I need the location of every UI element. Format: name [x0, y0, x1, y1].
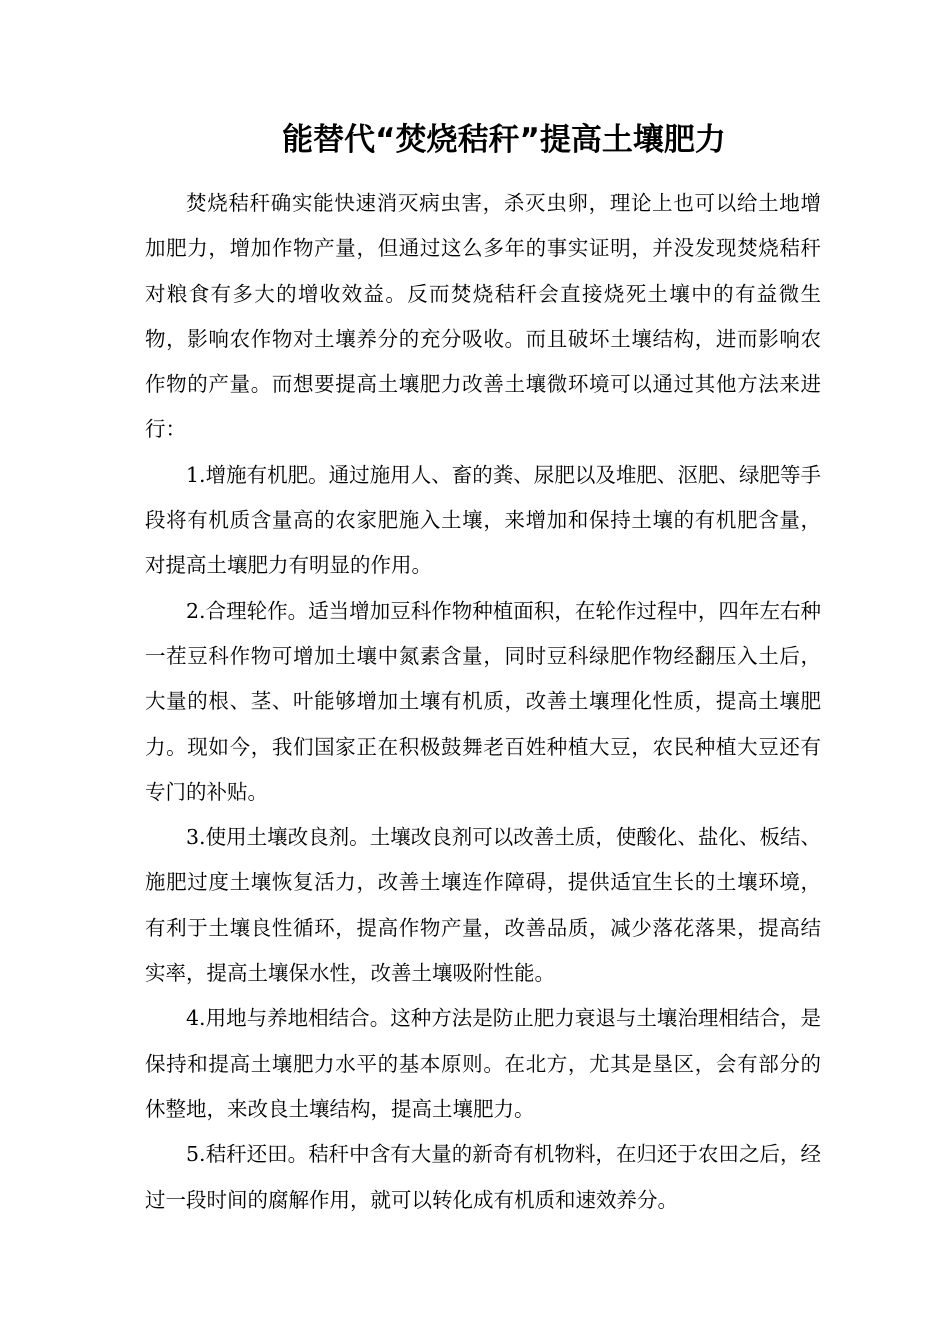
- document-title: 能替代“焚烧秸秆”提高土壤肥力: [282, 122, 726, 158]
- document-body: [145, 181, 821, 1223]
- paragraph-item-3: 3.使用土壤改良剂。土壤改良剂可以改善土质，使酸化、盐化、板结、施肥过度土壤恢复活力，改善土壤连作障碍，提供适宜生长的土壤环境，有利于土壤良性循环，提高作物产量，改善品质，减少落花落果，提高结实率，提高土壤保水性，改善土壤吸附性能。: [145, 825, 821, 986]
- paragraph-intro: 焚烧秸秆确实能快速消灭病虫害，杀灭虫卵，理论上也可以给土地增加肥力，增加作物产量，但通过这么多年的事实证明，并没发现焚烧秸秆对粮食有多大的增收效益。反而焚烧秸秆会直接烧死土壤中的有益微生物，影响农作物对土壤养分的充分吸收。而且破坏土壤结构，进而影响农作物的产量。而想要提高土壤肥力改善土壤微环境可以通过其他方法来进行：: [145, 191, 821, 442]
- paragraph-item-2: 2.合理轮作。适当增加豆科作物种植面积，在轮作过程中，四年左右种一茬豆科作物可增加土壤中氮素含量，同时豆科绿肥作物经翻压入土后，大量的根、茎、叶能够增加土壤有机质，改善土壤理化性质，提高土壤肥力。现如今，我们国家正在积极鼓舞老百姓种植大豆，农民种植大豆还有专门的补贴。: [145, 598, 821, 804]
- paragraph-item-1: 1.增施有机肥。通过施用人、畜的粪、尿肥以及堆肥、沤肥、绿肥等手段将有机质含量高的农家肥施入土壤，来增加和保持土壤的有机肥含量，对提高土壤肥力有明显的作用。: [145, 462, 821, 578]
- paragraph-item-5: 5.秸秆还田。秸秆中含有大量的新奇有机物料，在归还于农田之后，经过一段时间的腐解作用，就可以转化成有机质和速效养分。: [145, 1142, 821, 1212]
- paragraph-item-4: 4.用地与养地相结合。这种方法是防止肥力衰退与土壤治理相结合，是保持和提高土壤肥力水平的基本原则。在北方，尤其是垦区，会有部分的休整地，来改良土壤结构，提高土壤肥力。: [145, 1006, 821, 1121]
